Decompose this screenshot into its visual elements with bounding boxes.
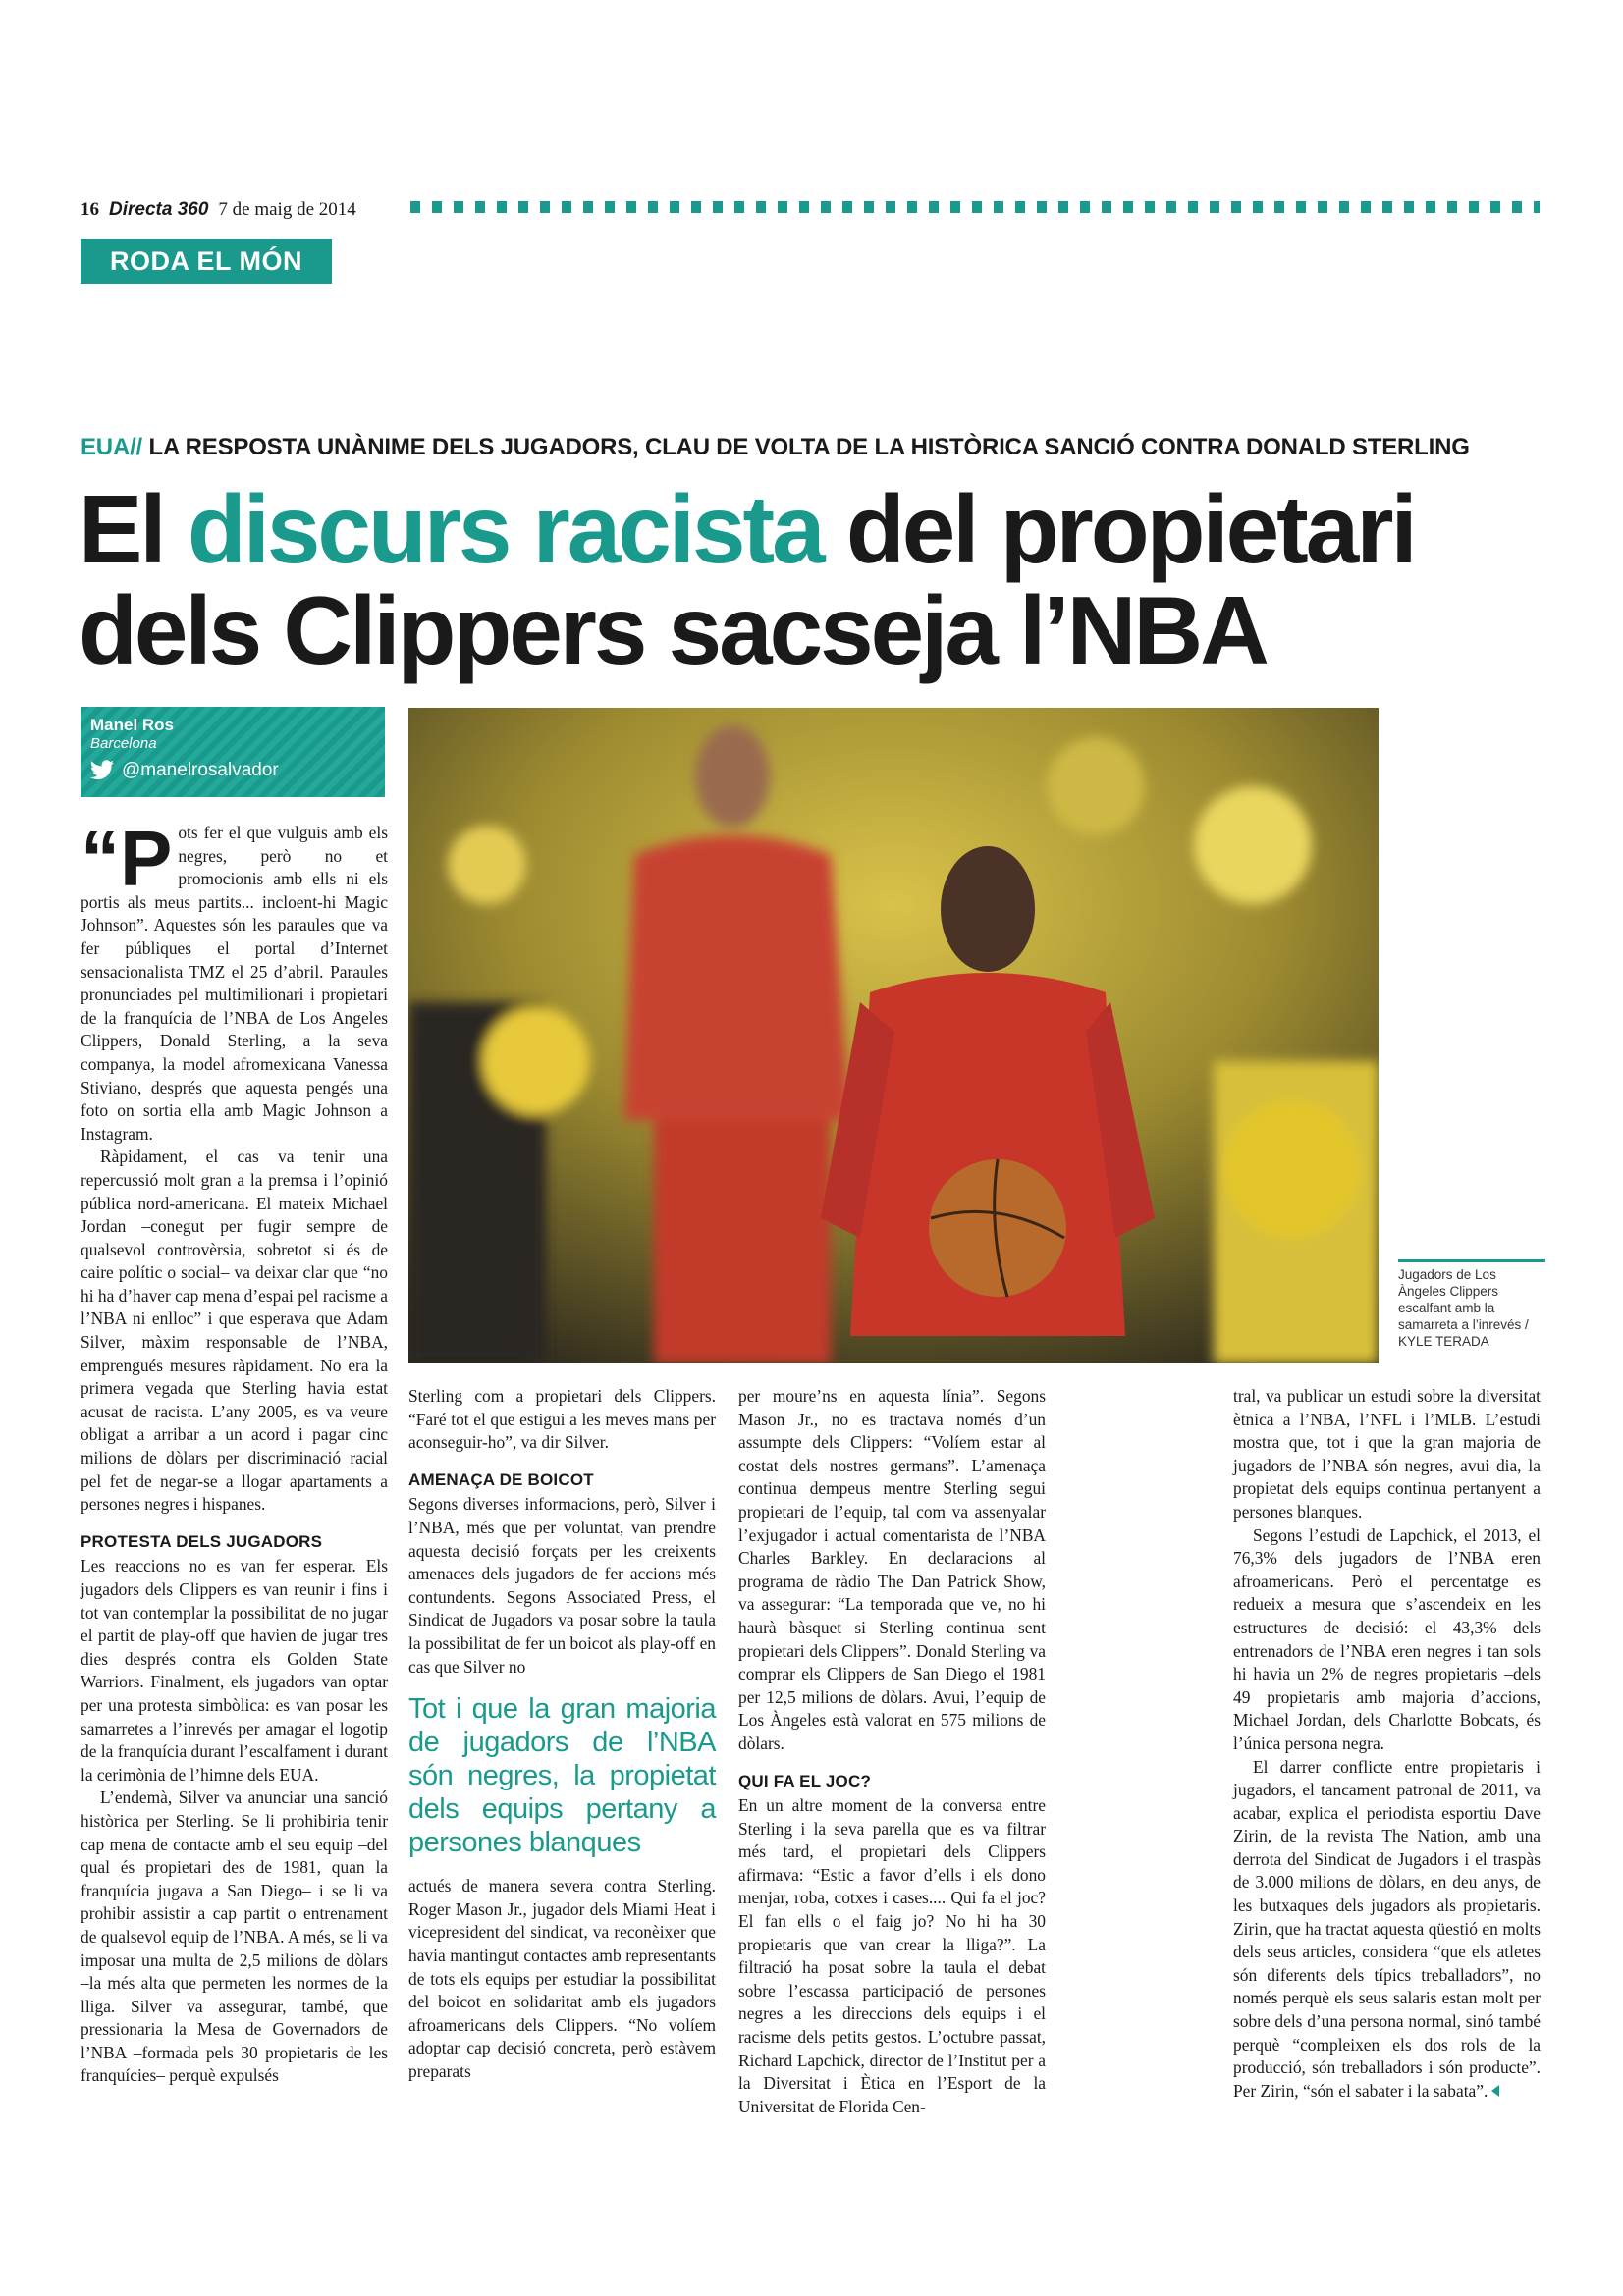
section-label: RODA EL MÓN bbox=[81, 239, 332, 284]
paragraph: Segons diverses informacions, però, Silver i l’NBA, més que per voluntat, van prendre aquesta decisió forçats per les creixents amenaces dels jugadors de fer accions més contundents. Segons Associated Press, el Sindicat de Jugadors va posar sobre la taula la possibilitat de fer un boicot als play-off en cas que Silver no bbox=[408, 1494, 716, 1677]
column-2 bbox=[408, 1385, 716, 2083]
headline-part: El bbox=[79, 475, 188, 583]
subheading: AMENAÇA DE BOICOT bbox=[408, 1469, 594, 1489]
page-header bbox=[81, 199, 356, 221]
paragraph-text: ots fer el que vulguis amb els negres, però no et promocionis amb ells ni els portis als meus partits... incloent-hi Magic Johnson”. Aquestes són les paraules que va fer públiques el portal d’Internet sensacionalista TMZ el 25 d’abril. Paraules pronunciades pel multimilionari i propietari de la franquícia de l’NBA de Los Angeles Clippers, Donald Sterling, a la seva companya, la model afromexicana Vanessa Stiviano, després que aquesta pengés una foto on sortia ella amb Magic Johnson a Instagram. bbox=[81, 823, 388, 1144]
pull-quote: Tot i que la gran majoria de jugadors de l’NBA són negres, la propietat dels equips pertany a persones blanques bbox=[408, 1693, 716, 1859]
paragraph: Les reaccions no es van fer esperar. Els jugadors dels Clippers es van reunir i fins i tot van contemplar la possibilitat de no jugar el partit de play-off que havien de jugar tres dies després contra els Golden State Warriors. Finalment, els jugadors van optar per una protesta simbòlica: es van posar les samarretes a l’inrevés per amagar el logotip de la franquícia durant l’escalfament i durant la cerimònia de l’himne dels EUA. bbox=[81, 1556, 388, 1785]
paragraph: tral, va publicar un estudi sobre la diversitat ètnica a l’NBA, l’NFL i l’MLB. L’estudi mostra que, tot i que la gran majoria de jugadors de l’NBA són negres, avui dia, la propietat dels equips continua pertanyent a persones blanques. bbox=[1233, 1386, 1541, 1522]
author-location: Barcelona bbox=[90, 735, 157, 752]
kicker-text: LA RESPOSTA UNÀNIME DELS JUGADORS, CLAU DE VOLTA DE LA HISTÒRICA SANCIÓ CONTRA DONALD STERLING bbox=[142, 434, 1470, 460]
photo-illustration bbox=[408, 708, 1379, 1363]
paragraph: L’endemà, Silver va anunciar una sanció històrica per Sterling. Se li prohibiria tenir cap mena de contacte amb el seu equip –del qual és propietari des de 1981, quan la franquícia jugava a San Diego– i se li va prohibir assistir a cap partit o entrenament de qualsevol equip de l’NBA. A més, se li va imposar una multa de 2,5 milions de dòlars –la més alta que permeten les normes de la lliga. Silver va assegurar, també, que pressionaria la Mesa de Governadors de l’NBA –formada pels 30 propietaris de les franquícies– perquè expulsés bbox=[81, 1788, 388, 2086]
lead-paragraph bbox=[81, 815, 388, 1146]
photo-caption: Jugadors de Los Àngeles Clippers escalfant amb la samarreta a l’inrevés / KYLE TERADA bbox=[1398, 1267, 1529, 1349]
column-1 bbox=[81, 815, 388, 2088]
subheading: PROTESTA DELS JUGADORS bbox=[81, 1531, 323, 1551]
author-twitter[interactable] bbox=[88, 760, 279, 781]
author-name: Manel Ros bbox=[90, 716, 175, 734]
paragraph: Ràpidament, el cas va tenir una repercussió molt gran a la premsa i l’opinió pública nord-americana. El mateix Michael Jordan –conegut per fugir sempre de qualsevol controvèrsia, sobretot si és de caire polític o social– va deixar clar que “no hi ha d’haver cap mena d’espai pel racisme a l’NBA ni enlloc” i que esperava que Adam Silver, màxim responsable de l’NBA, emprengués mesures ràpidament. No era la primera vegada que Sterling havia estat acusat de racista. L’any 2005, es va veure obligat a arribar a un acord i pagar cinc milions de dòlars per discriminació racial pel fet de negar-se a llogar apartaments a persones negres i hispanes. bbox=[81, 1147, 388, 1515]
paragraph: actués de manera severa contra Sterling. Roger Mason Jr., jugador dels Miami Heat i vicepresident del sindicat, va reconèixer que havia mantingut contactes amb representants de tots els equips per estudiar la possibilitat del boicot en solidaritat amb els jugadors afroamericans dels Clippers. “No volíem adoptar cap decisió concreta, però estàvem preparats bbox=[408, 1876, 716, 2081]
byline-box bbox=[81, 707, 385, 797]
caption-rule bbox=[1398, 1259, 1545, 1262]
headline-line-2: dels Clippers sacseja l’NBA bbox=[79, 576, 1267, 684]
paragraph: per moure’ns en aquesta línia”. Segons Mason Jr., no es tractava només d’un assumpte dels Clippers: “Volíem estar al costat dels nostres germans”. L’amenaça continua dempeus mentre Sterling segui propietari de l’equip, tal com va assenyalar l’exjugador i actual comentarista de l’NBA Charles Barkley. En declaracions al programa de ràdio The Dan Patrick Show, va assegurar: “La temporada que ve, no hi haurà bàsquet si Sterling continua sent propietari dels Clippers”. Donald Sterling va comprar els Clippers de San Diego el 1981 per 12,5 milions de dòlars. Avui, l’equip de Los Àngeles està valorat en 575 milions de dòlars. bbox=[738, 1386, 1046, 1753]
subheading: QUI FA EL JOC? bbox=[738, 1771, 872, 1790]
publication-name: Directa 360 bbox=[109, 199, 209, 220]
drop-cap: “P bbox=[81, 815, 173, 902]
paragraph: En un altre moment de la conversa entre Sterling i la seva parella que es va filtrar més tard, el propietari dels Clippers afirmava: “Estic a favor d’ells i els dono menjar, roba, cotxes i cases.... Qui fa el joc? El fan ells o el faig jo? No hi ha 30 propietaris que van crear la lliga?”. La filtració ha posat sobre la taula el debat sobre l’escassa participació de persones negres a les direccions dels equips i el racisme dels petits gestos. L’octubre passat, Richard Lapchick, director de l’Institut per a la Diversitat i Ètica en l’Esport de la Universitat de Florida Cen- bbox=[738, 1795, 1046, 2116]
paragraph bbox=[1233, 1756, 1541, 2104]
column-3 bbox=[738, 1385, 1046, 2118]
headline-part: del propietari bbox=[822, 475, 1415, 583]
paragraph: Sterling com a propietari dels Clippers. “Faré tot el que estigui a les meves mans per aconseguir-ho”, va dir Silver. bbox=[408, 1386, 716, 1453]
kicker-tag: EUA// bbox=[81, 434, 143, 460]
issue-date: 7 de maig de 2014 bbox=[218, 199, 356, 220]
paragraph-text: El darrer conflicte entre propietaris i jugadors, el tancament patronal de 2011, va acabar, explica el periodista esportiu Dave Zirin, de la revista The Nation, amb una derrota del Sindicat de Jugadors i el traspàs de 3.000 milions de dòlars, en deu anys, de les butxaques dels jugadors als propietaris. Zirin, que ha tractat aquesta qüestió en molts dels seus articles, considera “que els atletes són diferents dels típics treballadors”, no només perquè els seus salaris estan molt per sobre dels d’una persona normal, sinó també perquè “compleixen els dos rols de la producció, són treballadors i són producte”. Per Zirin, “són el sabater i la sabata”. bbox=[1233, 1756, 1541, 2101]
page-number: 16 bbox=[81, 199, 99, 220]
headline-highlight: discurs racista bbox=[187, 475, 823, 583]
article-photo bbox=[408, 708, 1379, 1363]
twitter-icon bbox=[88, 760, 116, 781]
header-dotted-rule bbox=[410, 201, 1540, 213]
kicker bbox=[81, 434, 1470, 461]
column-4 bbox=[1233, 1385, 1541, 2103]
twitter-handle[interactable]: @manelrosalvador bbox=[122, 760, 279, 780]
paragraph: Segons l’estudi de Lapchick, el 2013, el 76,3% dels jugadors de l’NBA eren afroamericans. Però el percentatge es redueix a mesura que s’ascendeix en les estructures de decisió: el 43,3% dels entrenadors de l’NBA eren negres i tan sols hi havia un 2% de negres propietaris –dels 49 propietaris amb majoria d’accions, Michael Jordan, dels Charlotte Bobcats, és l’única persona negra. bbox=[1233, 1524, 1541, 1753]
drop-cap-letter: P bbox=[120, 815, 173, 902]
headline bbox=[79, 475, 1561, 684]
end-of-article-icon bbox=[1491, 2085, 1499, 2097]
